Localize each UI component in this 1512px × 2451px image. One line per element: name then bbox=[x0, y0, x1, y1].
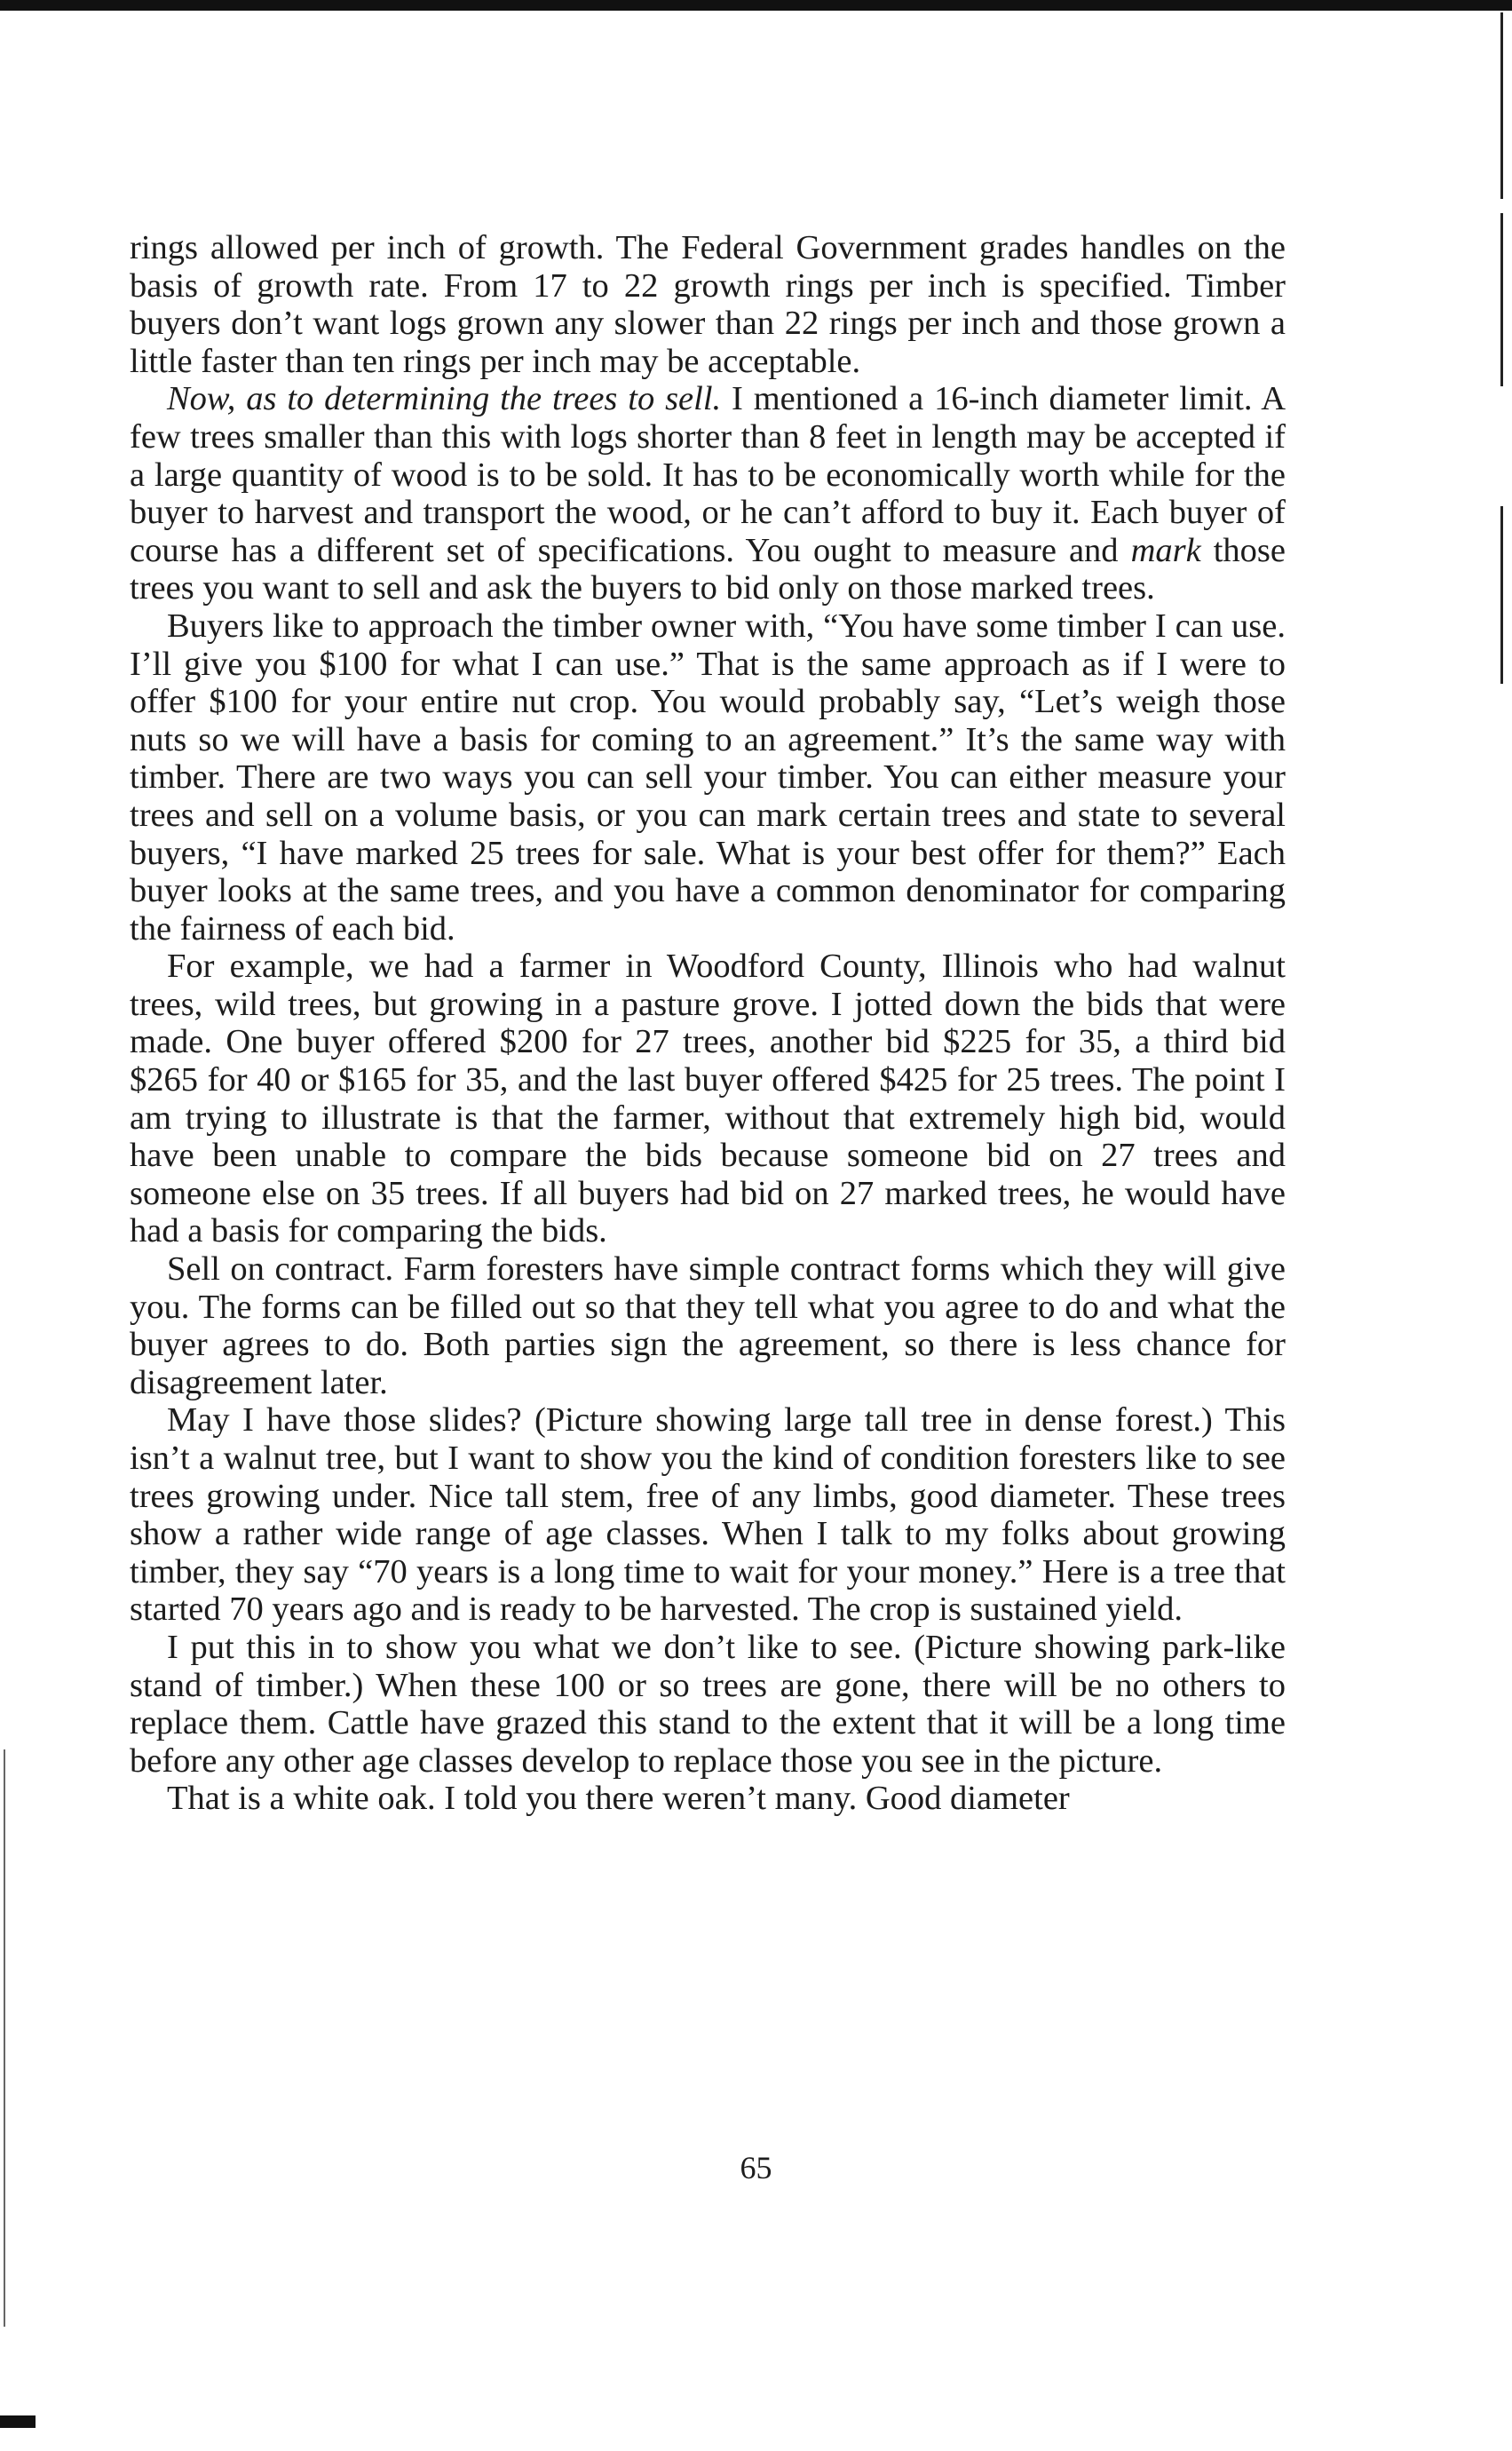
paragraph-3-text: Buyers like to approach the timber owner with, “You have some timber I can use. I’ll give you $100 for what I can use.” That is the same approach as if I were to offer $100 for your entire nut crop. You would probably say, “Let’s weigh those nuts so we will have a basis for coming to an agreement.” It’s the same way with timber. There are two ways you can sell your timber. You can either measure your trees and sell on a volume basis, or you can mark certain trees and state to several buyers, “I have marked 25 trees for sale. What is your best offer for them?” Each buyer looks at the same trees, and you have a common denominator for comparing the fairness of each bid. bbox=[130, 607, 1286, 948]
page-number: 65 bbox=[740, 2150, 772, 2185]
paragraph-6-text: May I have those slides? (Picture showing large tall tree in dense forest.) This isn’t a walnut tree, but I want to show you the kind of condition foresters like to see trees growing under. Nice tall stem, free of any limbs, good diameter. These trees show a rather wide range of age classes. When I talk to my folks about growing timber, they say “70 years is a long time to wait for your money.” Here is a tree that started 70 years ago and is ready to be harvested. The crop is sustained yield. bbox=[130, 1401, 1286, 1629]
paragraph-5-text: Sell on contract. Farm foresters have simple contract forms which they will give you. The forms can be filled out so that they tell what you agree to do and what the buyer agrees to do. Both parties sign the agreement, so there is less chance for disagreement later. bbox=[130, 1250, 1286, 1401]
paragraph-2 bbox=[130, 380, 1286, 607]
paragraph-3 bbox=[130, 607, 1286, 948]
paragraph-2-italic-lead: Now, as to determining the trees to sell. bbox=[167, 380, 722, 418]
paragraph-4-text: For example, we had a farmer in Woodford County, Illinois who had walnut trees, wild trees, but growing in a pasture grove. I jotted down the bids that were made. One buyer offered $200 for 27 trees, another bid $225 for 35, a third bid $265 for 40 or $165 for 35, and the last buyer offered $425 for 25 trees. The point I am trying to illustrate is that the farmer, without that extremely high bid, would have been unable to compare the bids because someone bid on 27 trees and someone else on 35 trees. If all buyers had bid on 27 marked trees, he would have had a basis for comparing the bids. bbox=[130, 948, 1286, 1250]
paragraph-1-text: rings allowed per inch of growth. The Federal Government grades handles on the basis of growth rate. From 17 to 22 growth rings per inch is specified. Timber buyers don’t want logs grown any slower than 22 rings per inch and those grown a little faster than ten rings per inch may be acceptable. bbox=[130, 229, 1286, 380]
right-margin-mark-1 bbox=[1500, 12, 1503, 199]
paragraph-8-text: That is a white oak. I told you there weren’t many. Good diameter bbox=[167, 1780, 1070, 1818]
paragraph-2-text: I mentioned a 16-inch diameter limit. A few trees smaller than this with logs shorter than 8 feet in length may be accepted if a large quantity of wood is to be sold. It has to be economically worth while for the buyer to harvest and transport the wood, or he can’t afford to buy it. Each buyer of course has a different set of specifications. You ought to measure and bbox=[130, 380, 1286, 569]
paragraph-7 bbox=[130, 1629, 1286, 1780]
body-text bbox=[130, 229, 1286, 1818]
paragraph-2-italic-word: mark bbox=[1130, 531, 1201, 569]
paragraph-4 bbox=[130, 948, 1286, 1250]
paragraph-8 bbox=[130, 1780, 1286, 1818]
paragraph-2-tail: those trees you want to sell and ask the buyers to bid only on those marked trees. bbox=[130, 531, 1286, 607]
paragraph-1 bbox=[130, 229, 1286, 380]
paragraph-5 bbox=[130, 1250, 1286, 1401]
paragraph-6 bbox=[130, 1401, 1286, 1629]
paragraph-7-text: I put this in to show you what we don’t like to see. (Picture showing park-like stand of timber.) When these 100 or so trees are gone, there will be no others to replace them. Cattle have grazed this stand to the extent that it will be a long time before any other age classes develop to replace those you see in the picture. bbox=[130, 1628, 1286, 1780]
top-border-rule bbox=[0, 0, 1512, 11]
corner-scan-mark bbox=[0, 2415, 36, 2428]
left-margin-mark bbox=[4, 1749, 5, 2327]
right-margin-mark-3 bbox=[1500, 506, 1503, 684]
right-margin-mark-2 bbox=[1500, 213, 1503, 386]
